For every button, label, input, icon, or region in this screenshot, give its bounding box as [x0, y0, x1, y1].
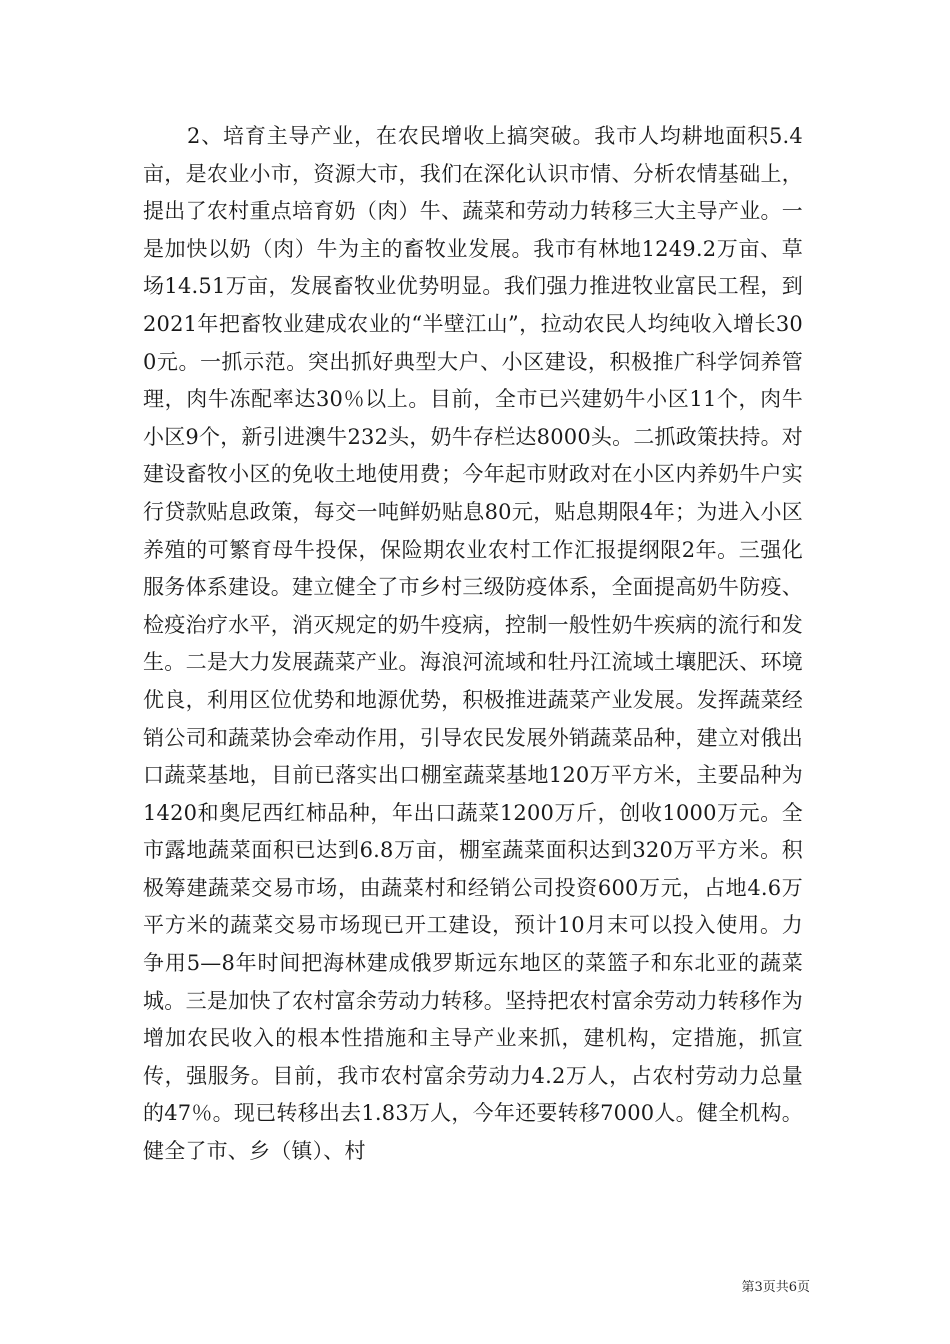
- body-paragraph: 2、培育主导产业，在农民增收上搞突破。我市人均耕地面积5.4亩，是农业小市，资源大市，我们在深化认识市情、分析农情基础上，提出了农村重点培育奶（肉）牛、蔬菜和劳动力转移三大主导产业。一是加快以奶（肉）牛为主的畜牧业发展。我市有林地1249.2万亩、草场14.51万亩，发展畜牧业优势明显。我们强力推进牧业富民工程，到2021年把畜牧业建成农业的“半壁江山”，拉动农民人均纯收入增长300元。一抓示范。突出抓好典型大户、小区建设，积极推广科学饲养管理，肉牛冻配率达30％以上。目前，全市已兴建奶牛小区11个，肉牛小区9个，新引进澳牛232头，奶牛存栏达8000头。二抓政策扶持。对建设畜牧小区的免收土地使用费；今年起市财政对在小区内养奶牛户实行贷款贴息政策，每交一吨鲜奶贴息80元，贴息期限4年；为进入小区养殖的可繁育母牛投保，保险期农业农村工作汇报提纲限2年。三强化服务体系建设。建立健全了市乡村三级防疫体系，全面提高奶牛防疫、检疫治疗水平，消灭规定的奶牛疫病，控制一般性奶牛疾病的流行和发生。二是大力发展蔬菜产业。海浪河流域和牡丹江流域土壤肥沃、环境优良，利用区位优势和地源优势，积极推进蔬菜产业发展。发挥蔬菜经销公司和蔬菜协会牵动作用，引导农民发展外销蔬菜品种，建立对俄出口蔬菜基地，目前已落实出口棚室蔬菜基地120万平方米，主要品种为1420和奥尼西红柿品种，年出口蔬菜1200万斤，创收1000万元。全市露地蔬菜面积已达到6.8万亩，棚室蔬菜面积达到320万平方米。积极筹建蔬菜交易市场，由蔬菜村和经销公司投资600万元，占地4.6万平方米的蔬菜交易市场现已开工建设，预计10月末可以投入使用。力争用5—8年时间把海林建成俄罗斯远东地区的菜篮子和东北亚的蔬菜城。三是加快了农村富余劳动力转移。坚持把农村富余劳动力转移作为增加农民收入的根本性措施和主导产业来抓，建机构，定措施，抓宣传，强服务。目前，我市农村富余劳动力4.2万人，占农村劳动力总量的47％。现已转移出去1.83万人，今年还要转移7000人。健全机构。健全了市、乡（镇）、村: [143, 124, 803, 1164]
- page-number-footer: 第3页共6页: [741, 1280, 810, 1295]
